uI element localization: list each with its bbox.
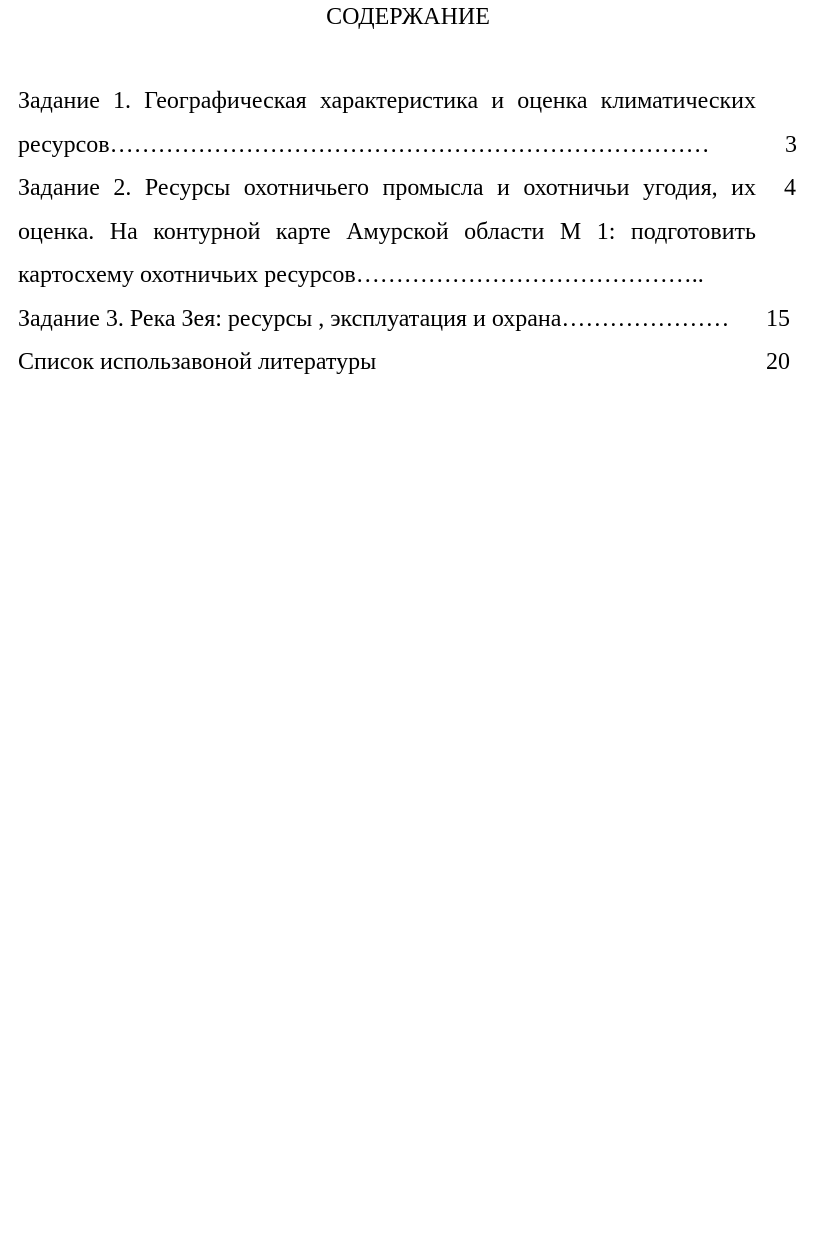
toc-entry-text: Задание 3. Река Зея: ресурсы , эксплуатация и охрана………………… — [18, 305, 730, 332]
toc-entry-3[interactable] — [18, 298, 798, 342]
toc-entry-2[interactable] — [18, 167, 798, 298]
table-of-contents — [18, 80, 798, 385]
toc-entry-page-number: 4 — [784, 175, 796, 201]
toc-entry-text: Список использавоной литературы — [18, 349, 377, 375]
toc-entry-4[interactable] — [18, 341, 798, 385]
toc-title: СОДЕРЖАНИЕ — [326, 4, 490, 30]
toc-entry-text: Задание 2. Ресурсы охотничьего промысла и охотничьи угодия, их оценка. На контурной карте Амурской области М 1: подготовить картосхему охотничьих ресурсов…………………………………….. — [18, 175, 756, 288]
toc-entry-page-number: 15 — [766, 305, 790, 332]
toc-entry-page-number: 3 — [785, 131, 797, 158]
toc-entry-page-number: 20 — [766, 349, 790, 375]
toc-entry-text: Задание 1. Географическая характеристика и оценка климатических ресурсов………………………………………………………………… — [18, 88, 756, 158]
toc-entry-1[interactable] — [18, 80, 798, 167]
